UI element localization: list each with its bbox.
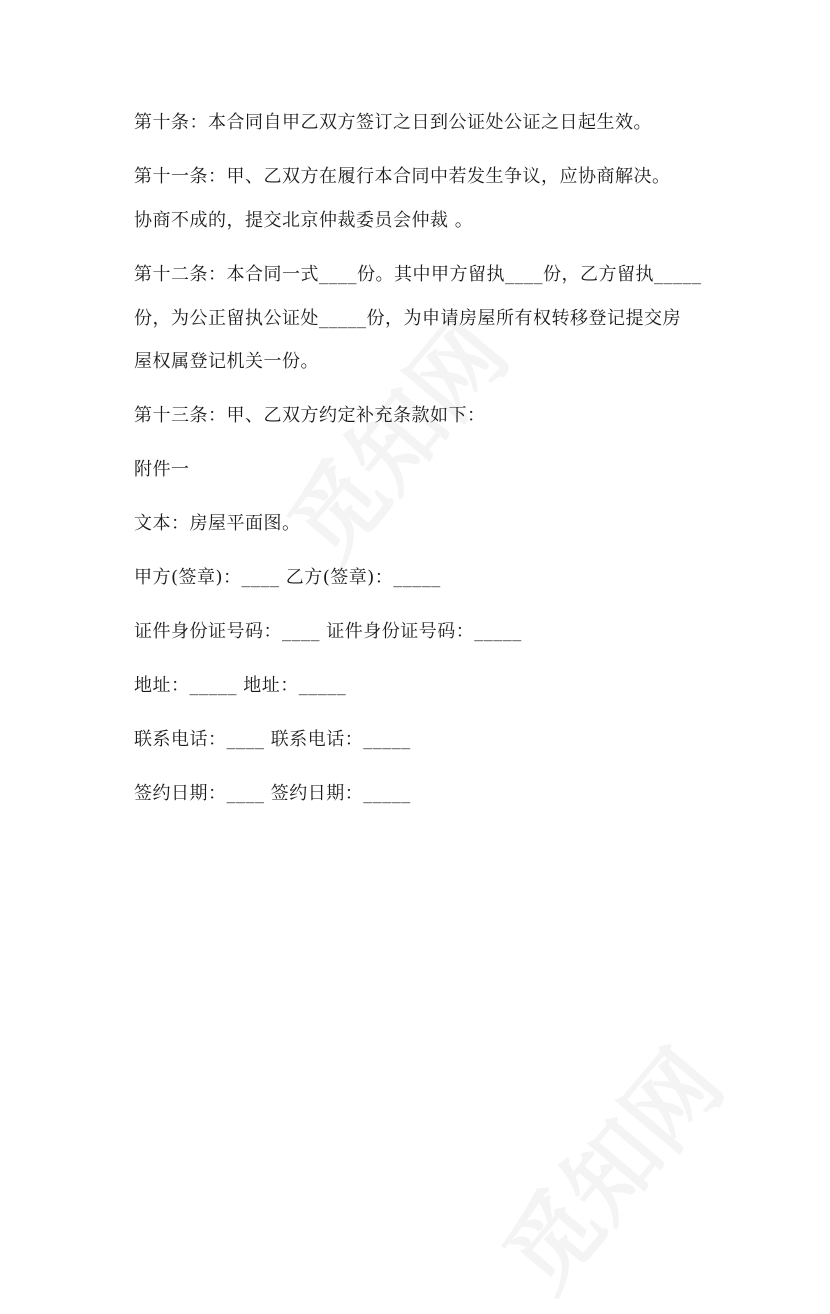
clause-12-line-1: 第十二条：本合同一式____份。其中甲方留执____份，乙方留执_____ bbox=[134, 264, 702, 285]
watermark bbox=[469, 1018, 748, 1314]
sign-date-line: 签约日期：____ 签约日期：_____ bbox=[134, 783, 411, 804]
clause-11-line-1: 第十一条：甲、乙双方在履行本合同中若发生争议，应协商解决。 bbox=[134, 166, 671, 187]
clause-12-line-2: 份，为公正留执公证处_____份，为申请房屋所有权转移登记提交房 bbox=[134, 308, 681, 329]
phone-line: 联系电话：____ 联系电话：_____ bbox=[134, 729, 411, 750]
watermark bbox=[254, 288, 533, 584]
attachment-heading: 附件一 bbox=[134, 459, 190, 480]
attachment-text: 文本：房屋平面图。 bbox=[134, 513, 301, 534]
signature-line: 甲方(签章)：____ 乙方(签章)：_____ bbox=[134, 567, 441, 588]
clause-12-line-3: 屋权属登记机关一份。 bbox=[134, 351, 319, 372]
clause-10: 第十条：本合同自甲乙双方签订之日到公证处公证之日起生效。 bbox=[134, 112, 652, 133]
clause-13: 第十三条：甲、乙双方约定补充条款如下： bbox=[134, 405, 486, 426]
id-number-line: 证件身份证号码：____ 证件身份证号码：_____ bbox=[134, 621, 522, 642]
clause-11-line-2: 协商不成的，提交北京仲裁委员会仲裁 。 bbox=[134, 210, 474, 231]
address-line: 地址：_____ 地址：_____ bbox=[134, 675, 347, 696]
